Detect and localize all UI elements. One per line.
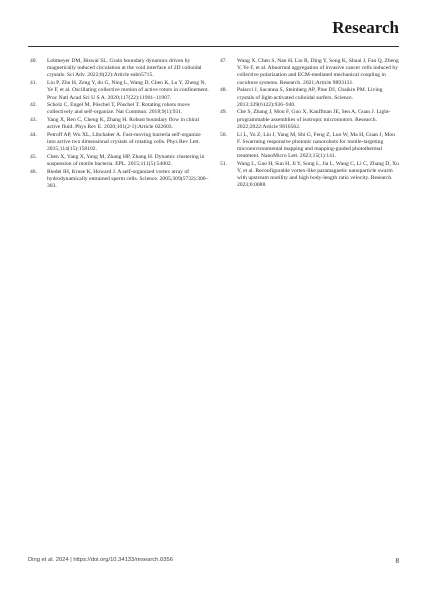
reference-item — [30, 132, 210, 154]
reference-text: Wang L, Gao H, Sun H, Ji Y, Song L, Jia L, Wang C, Li C, Zhang D, Xu Y, et al. Reconfigurable vortex-like paramagnetic nanoparticle swarm with upstream motility and high body-length ratio velocity. Research. 2023;6:0088. — [237, 160, 399, 189]
reference-item — [30, 58, 210, 80]
reference-item — [30, 169, 210, 191]
page-footer — [28, 557, 399, 565]
reference-number: 46. — [30, 169, 37, 176]
reference-number: 47. — [220, 58, 227, 64]
reference-number: 42. — [30, 102, 37, 109]
reference-text: Riedel IH, Kruse K, Howard J. A self-organized vortex array of hydrodynamically entrained sperm cells. Science. 2005;309(5732):300–303. — [47, 169, 209, 190]
references-left-column — [30, 58, 210, 191]
reference-item — [30, 80, 210, 102]
reference-item — [30, 117, 210, 131]
reference-number: 49. — [220, 109, 227, 116]
reference-text: Scholz C, Engel M, Pöschel T, Pöschel T. Rotating robots move collectively and self-organize. Nat Commun. 2018;9(1):931. — [47, 102, 190, 116]
reference-text: Li L, Yu Z, Liu J, Yang M, Shi G, Feng Z, Luo W, Ma H, Guan J, Mou F. Swarming responsive photonic nanorobots for motile-targeting microenvironmental mapping and mapping-guided photothermal treatment. NanoMicro Lett. 2023;15(1):141. — [237, 131, 395, 160]
reference-item — [220, 58, 400, 87]
reference-text: Lobmeyer DM, Biswal SL. Grain boundary dynamics driven by magnetically induced circulation at the void interface of 2D colloidal crystals. Sci Adv. 2022;8(22):Article eabn5715. — [47, 58, 202, 79]
reference-item — [220, 109, 400, 131]
reference-text: Yang X, Ren C, Cheng K, Zhang H. Robust boundary flow in chiral active fluid. Phys Rev E. 2020;101(2-1):Article 022603. — [47, 117, 200, 131]
header-rule — [28, 46, 399, 47]
reference-text: Chen X, Yang X, Yang M, Zhang HP, Zhang H. Dynamic clustering in suspension of motile bacteria. EPL. 2015;111(5):54002. — [47, 154, 205, 168]
reference-item — [30, 102, 210, 116]
reference-item — [220, 161, 400, 190]
reference-number: 45. — [30, 154, 37, 161]
reference-item — [220, 132, 400, 161]
reference-number: 50. — [220, 131, 227, 138]
reference-number: 51. — [220, 160, 227, 167]
footer-citation: Ding et al. 2024 | https://doi.org/10.34133/research.0356 — [28, 557, 173, 563]
reference-item — [220, 87, 400, 109]
references-right-column — [220, 58, 400, 190]
reference-number: 44. — [30, 132, 37, 139]
reference-text: Che S, Zhang J, Mou F, Guo X, Kauffman JE, Sen A, Guan J. Light-programmable assemblies of isotropic micromotors. Research. 2022;2022:Article 9816562. — [237, 109, 391, 130]
reference-text: Wang X, Chen S, Nan H, Liu R, Ding Y, Song K, Shuai J, Fan Q, Zheng Y, Ye F, et al. Abnormal aggregation of invasive cancer cells induced by collective polarization and ECM-mediated mechanical coupling in coculture systems. Research. 2021;Article 9893131. — [237, 58, 399, 86]
reference-number: 48. — [220, 87, 227, 94]
reference-text: Liu P, Zhu H, Zeng Y, du G, Ning L, Wang D, Chen K, Lu Y, Zheng N, Ye F, et al. Oscillating collective motion of active rotors in confinement. Proc Natl Acad Sci U S A. 2020;117(22):11901–11907. — [47, 80, 209, 101]
page-number: 8 — [395, 557, 399, 565]
journal-title: Research — [332, 18, 399, 37]
reference-number: 43. — [30, 117, 37, 124]
reference-text: Palacci J, Sacanna S, Steinberg AP, Pine DJ, Chaikin PM. Living crystals of light-activated colloidal surfers. Science. 2013;339(6122):936–940. — [237, 87, 383, 108]
reference-item — [30, 154, 210, 168]
reference-text: Petroff AP, Wu XL, Libchaber A. Fast-moving bacteria self-organize into active two dimensional crystals of rotating cells. Phys Rev Lett. 2015;114(15):158102. — [47, 132, 201, 153]
reference-number: 41. — [30, 80, 37, 87]
reference-number: 40. — [30, 58, 37, 64]
